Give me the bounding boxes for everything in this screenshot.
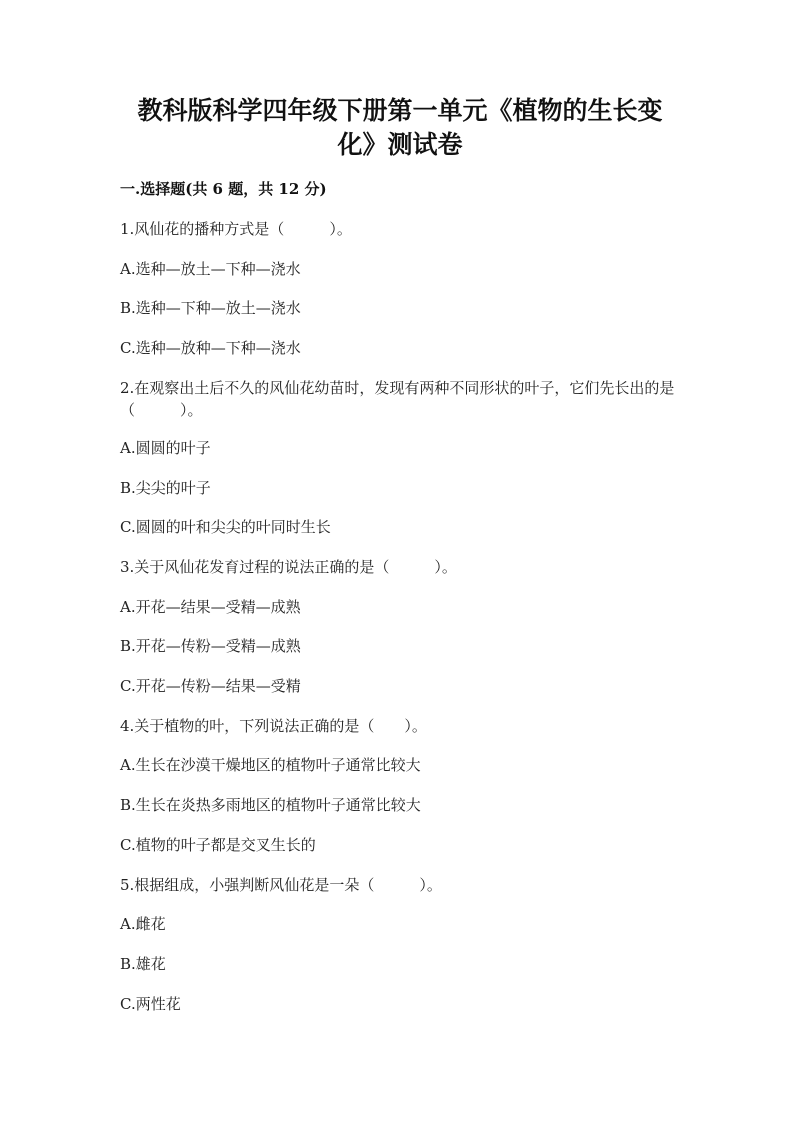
question-3-option-a: A.开花—结果—受精—成熟 — [120, 598, 301, 616]
question-2-option-b: B.尖尖的叶子 — [120, 479, 211, 497]
question-5-option-b: B.雄花 — [120, 955, 166, 973]
page-title-line-2: 化》测试卷 — [337, 130, 463, 159]
page-title — [120, 94, 680, 162]
question-1-option-b: B.选种—下种—放土—浇水 — [120, 299, 301, 317]
question-3-stem: 3.关于风仙花发育过程的说法正确的是（ ）。 — [120, 558, 457, 576]
question-4-option-c: C.植物的叶子都是交叉生长的 — [120, 836, 316, 854]
question-4-stem: 4.关于植物的叶，下列说法正确的是（ ）。 — [120, 717, 427, 735]
question-5-option-c: C.两性花 — [120, 995, 181, 1013]
question-5-stem: 5.根据组成，小强判断风仙花是一朵（ ）。 — [120, 876, 442, 894]
question-2-stem: 2.在观察出土后不久的风仙花幼苗时，发现有两种不同形状的叶子，它们先长出的是（ ）。 — [120, 379, 675, 419]
question-2-option-c: C.圆圆的叶和尖尖的叶同时生长 — [120, 518, 331, 536]
question-3-option-c: C.开花—传粉—结果—受精 — [120, 677, 301, 695]
question-4-option-b: B.生长在炎热多雨地区的植物叶子通常比较大 — [120, 796, 421, 814]
question-5-option-a: A.雌花 — [120, 915, 166, 933]
section-heading: 一.选择题(共 6 题，共 12 分) — [120, 180, 327, 198]
question-4-option-a: A.生长在沙漠干燥地区的植物叶子通常比较大 — [120, 756, 421, 774]
question-2-option-a: A.圆圆的叶子 — [120, 439, 211, 457]
question-1-option-a: A.选种—放土—下种—浇水 — [120, 260, 301, 278]
question-1-stem: 1.风仙花的播种方式是（ ）。 — [120, 220, 352, 238]
question-3-option-b: B.开花—传粉—受精—成熟 — [120, 637, 301, 655]
page-title-line-1: 教科版科学四年级下册第一单元《植物的生长变 — [137, 96, 663, 125]
question-1-option-c: C.选种—放种—下种—浇水 — [120, 339, 301, 357]
